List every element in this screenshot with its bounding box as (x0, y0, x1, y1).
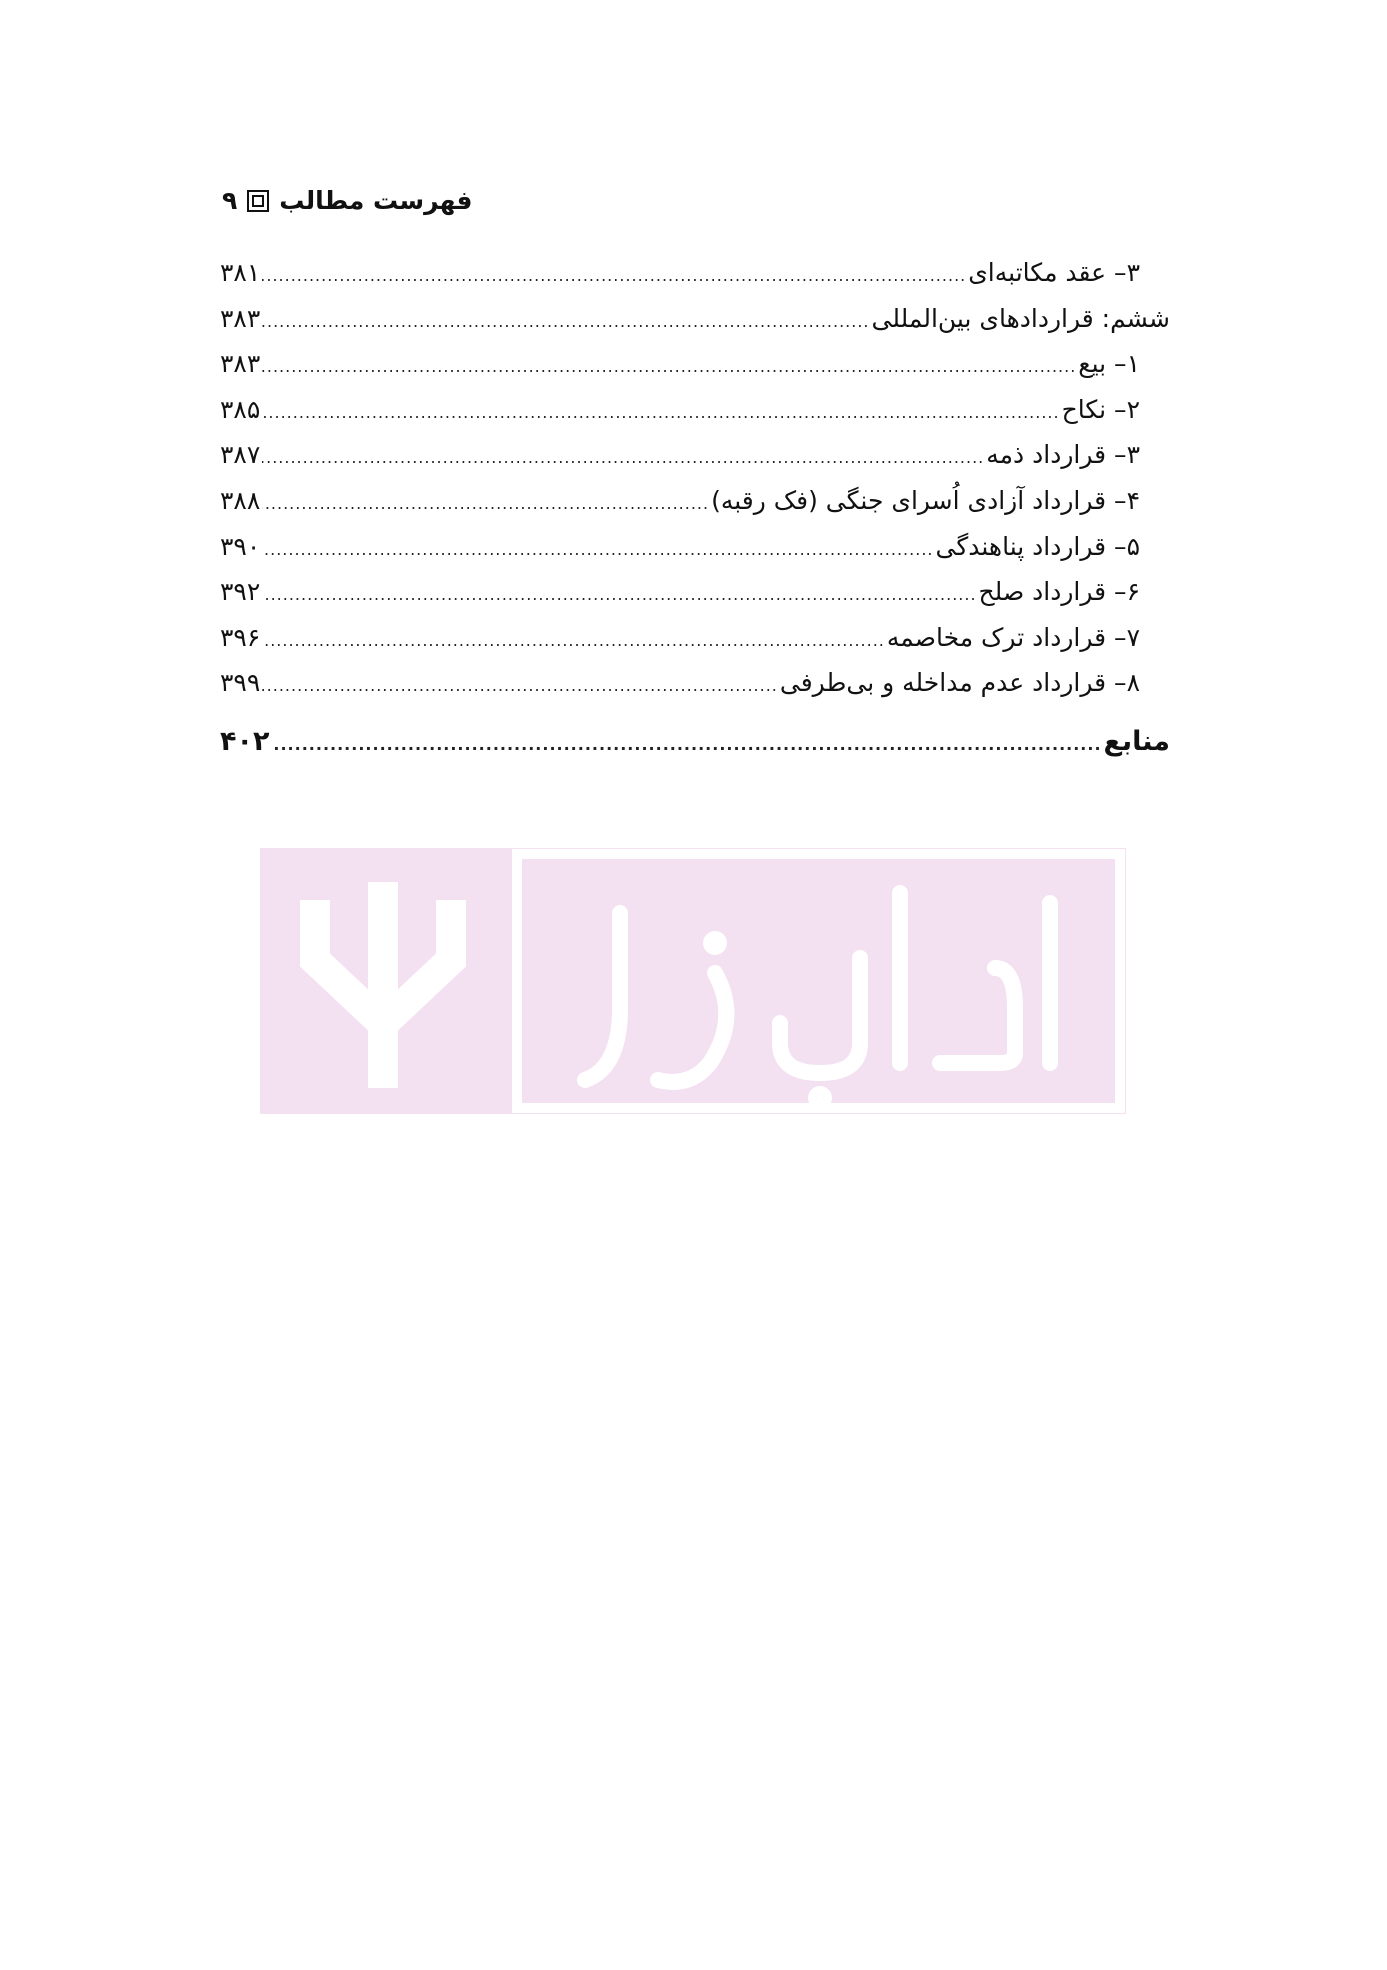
dadbazar-logo-icon (260, 848, 1126, 1114)
toc-entry-title: ۱– بیع (1078, 349, 1140, 379)
toc-row (220, 577, 1170, 623)
dot-leader (262, 357, 1076, 376)
toc-entry-title: ششم: قراردادهای بین‌المللی (871, 303, 1170, 333)
toc-row (220, 440, 1170, 486)
dot-leader (262, 448, 984, 467)
toc-page-number: ۳۸۷ (220, 440, 261, 470)
toc-row (220, 486, 1170, 532)
dot-leader (262, 266, 966, 285)
toc-page-number: ۳۹۹ (220, 668, 261, 698)
toc-row (220, 726, 1170, 772)
running-header (222, 186, 473, 215)
watermark-logo (260, 848, 1126, 1114)
toc-entry-title: ۸– قرارداد عدم مداخله و بی‌طرفی (779, 668, 1140, 698)
dot-leader (262, 312, 869, 331)
toc-row (220, 304, 1170, 350)
toc-page-number: ۳۸۱ (220, 258, 261, 287)
dot-leader (262, 585, 976, 604)
dot-leader (262, 676, 778, 695)
table-of-contents (220, 258, 1170, 772)
toc-page-number: ۳۸۵ (220, 394, 261, 424)
square-frame-icon (247, 190, 269, 212)
toc-entry-title: ۴– قرارداد آزادی اُسرای جنگی (فک رقبه) (711, 485, 1140, 515)
dot-leader (262, 494, 709, 513)
toc-row (220, 395, 1170, 441)
dot-leader (262, 403, 1059, 422)
toc-page-number: ۳۹۲ (220, 577, 261, 607)
toc-page-number: ۳۹۰ (220, 531, 261, 561)
header-page-number: ۹ (222, 186, 238, 215)
toc-entry-title: منابع (1103, 725, 1170, 757)
toc-row (220, 668, 1170, 714)
toc-page-number: ۳۸۸ (220, 485, 261, 515)
header-title: فهرست مطالب (279, 186, 473, 215)
toc-page-number: ۳۹۶ (220, 622, 261, 652)
toc-page-number: ۳۸۳ (220, 303, 261, 333)
toc-entry-title: ۶– قرارداد صلح (978, 577, 1140, 607)
toc-page-number: ۳۸۳ (220, 349, 261, 379)
dot-leader (262, 540, 933, 559)
dot-leader (262, 631, 885, 650)
toc-row (220, 532, 1170, 578)
toc-page-number: ۴۰۲ (220, 725, 270, 757)
toc-entry-title: ۲– نکاح (1061, 394, 1140, 424)
toc-row (220, 623, 1170, 669)
toc-entry-title: ۳– عقد مکاتبه‌ای (968, 258, 1140, 287)
toc-entry-title: ۳– قرارداد ذمه (986, 440, 1140, 470)
dot-leader (271, 735, 1101, 754)
toc-entry-title: ۵– قرارداد پناهندگی (935, 531, 1140, 561)
toc-row (220, 349, 1170, 395)
toc-row (220, 258, 1170, 304)
toc-entry-title: ۷– قرارداد ترک مخاصمه (886, 622, 1140, 652)
